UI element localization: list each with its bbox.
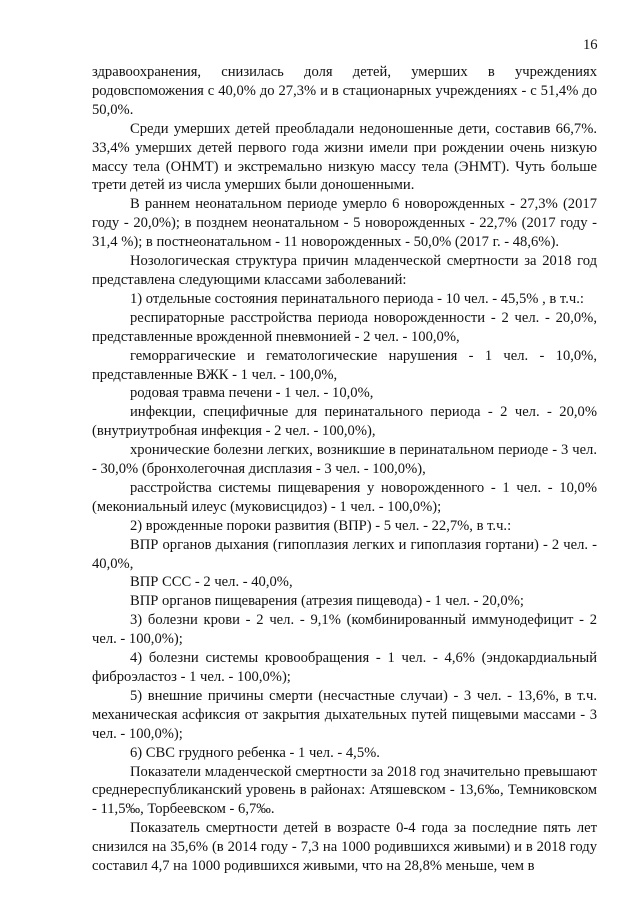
list-item: инфекции, специфичные для перинатального периода - 2 чел. - 20,0% (внутриутробная инфекция - 2 чел. - 100,0%),	[92, 404, 597, 440]
paragraph: В раннем неонатальном периоде умерло 6 новорожденных - 27,3% (2017 году - 20,0%); в позднем неонатальном - 5 новорожденных - 22,7% (2017 году - 31,4 %); в постнеонатальном - 11 новорожденных - 50,0% (2017 г. - 48,6%).	[92, 196, 597, 251]
list-item: 1) отдельные состояния перинатального периода - 10 чел. - 45,5% , в т.ч.:	[130, 290, 584, 307]
list-item: 3) болезни крови - 2 чел. - 9,1% (комбинированный иммунодефицит - 2 чел. - 100,0%);	[92, 612, 597, 648]
list-item: 5) внешние причины смерти (несчастные случаи) - 3 чел. - 13,6%, в т.ч. механическая асфиксия от закрытия дыхательных путей пищевыми массами - 3 чел. - 100,0%);	[92, 687, 597, 742]
list-item: респираторные расстройства периода новорожденности - 2 чел. - 20,0%, представленные врожденной пневмонией - 2 чел. - 100,0%,	[92, 309, 597, 345]
list-item: ВПР органов дыхания (гипоплазия легких и гипоплазия гортани) - 2 чел. - 40,0%,	[92, 536, 597, 572]
page-number: 16	[583, 37, 598, 53]
paragraph: Показатели младенческой смертности за 2018 год значительно превышают среднереспубликанский уровень в районах: Атяшевском - 13,6‰, Темниковском - 11,5‰, Торбеевском - 6,7‰.	[92, 763, 597, 818]
paragraph: Показатель смертности детей в возрасте 0-4 года за последние пять лет снизился на 35,6% (в 2014 году - 7,3 на 1000 родившихся живыми) и в 2018 году составил 4,7 на 1000 родившихся живыми, что на 28,8% меньше, чем в	[92, 820, 597, 875]
list-item: геморрагические и гематологические нарушения - 1 чел. - 10,0%, представленные ВЖК - 1 чел. - 100,0%,	[92, 347, 597, 383]
list-item: родовая травма печени - 1 чел. - 10,0%,	[130, 385, 374, 402]
paragraph: Нозологическая структура причин младенческой смертности за 2018 год представлена следующими классами заболеваний:	[92, 253, 597, 288]
list-item: 2) врожденные пороки развития (ВПР) - 5 чел. - 22,7%, в т.ч.:	[130, 517, 512, 534]
list-item: хронические болезни легких, возникшие в перинатальном периоде - 3 чел. - 30,0% (бронхолегочная дисплазия - 3 чел. - 100,0%),	[92, 442, 597, 478]
list-item: 6) СВС грудного ребенка - 1 чел. - 4,5%.	[130, 744, 380, 761]
list-item: ВПР органов пищеварения (атрезия пищевода) - 1 чел. - 20,0%;	[130, 593, 524, 610]
paragraph: Среди умерших детей преобладали недоношенные дети, составив 66,7%. 33,4% умерших детей первого года жизни имели при рождении очень низкую массу тела (ОНМТ) и экстремально низкую массу тела (ЭНМТ). Чуть больше трети детей из числа умерших были доношенными.	[92, 120, 597, 194]
list-item: расстройства системы пищеварения у новорожденного - 1 чел. - 10,0% (мекониальный илеус (муковисцидоз) - 1 чел. - 100,0%);	[92, 479, 597, 515]
list-item: 4) болезни системы кровообращения - 1 чел. - 4,6% (эндокардиальный фиброэластоз - 1 чел. - 100,0%);	[92, 650, 597, 685]
paragraph: здравоохранения, снизилась доля детей, умерших в учреждениях родовспоможения с 40,0% до 27,3% и в стационарных учреждениях - с 51,4% до 50,0%.	[92, 64, 597, 118]
list-item: ВПР ССС - 2 чел. - 40,0%,	[130, 574, 293, 591]
document-body	[92, 63, 597, 876]
